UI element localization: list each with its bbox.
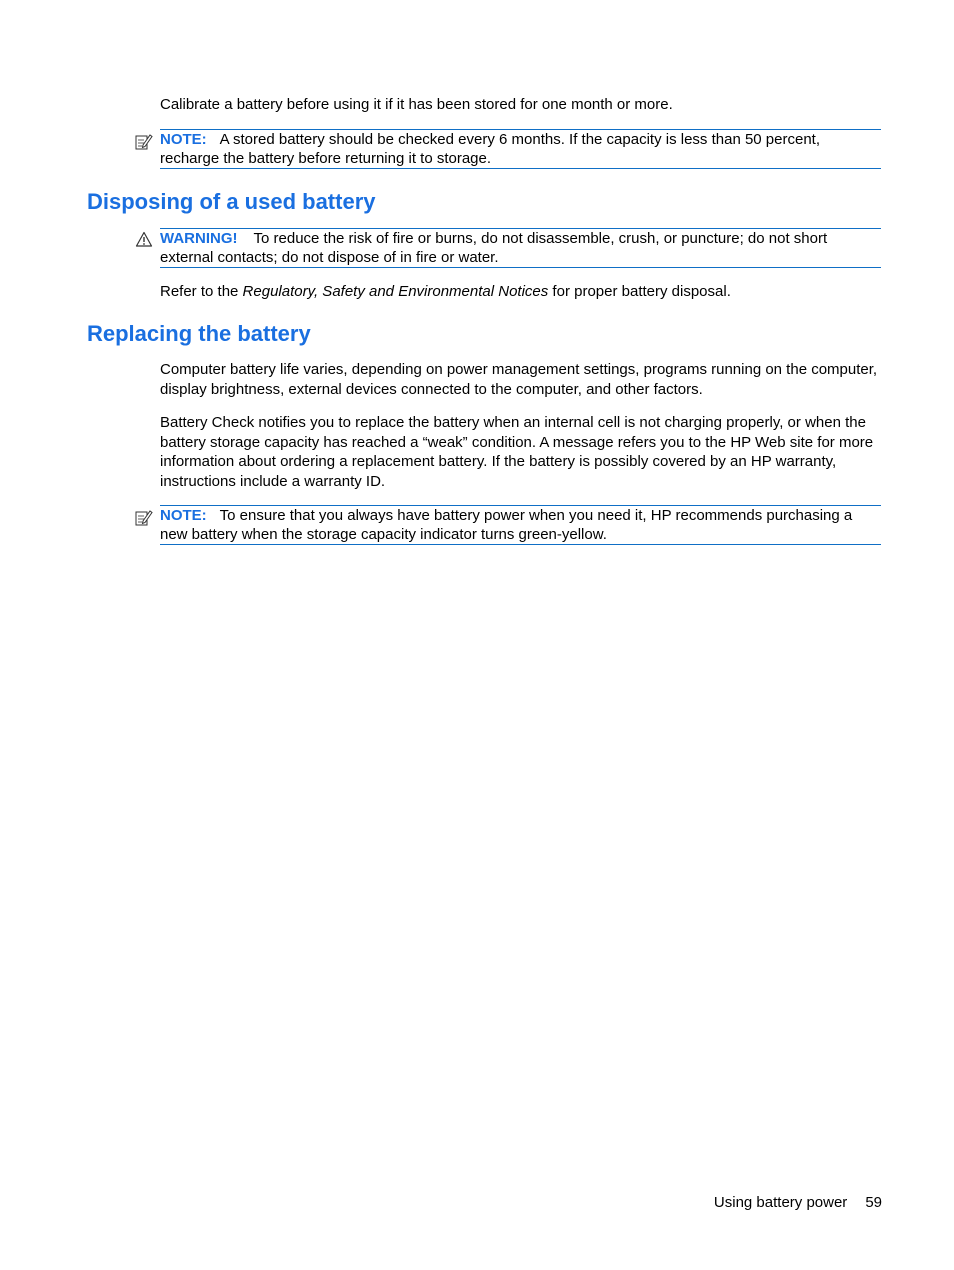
page-number: 59 bbox=[865, 1194, 882, 1211]
note-pencil-icon bbox=[135, 133, 153, 150]
note-box-storage bbox=[160, 129, 881, 169]
refer-document-title: Regulatory, Safety and Environmental Notices bbox=[242, 283, 549, 300]
page-footer bbox=[714, 1193, 882, 1212]
warning-label: WARNING! bbox=[160, 230, 238, 247]
warning-triangle-icon bbox=[135, 231, 153, 248]
calibrate-paragraph: Calibrate a battery before using it if it has been stored for one month or more. bbox=[160, 96, 673, 113]
note-box-replacement bbox=[160, 505, 881, 545]
refer-prefix: Refer to the bbox=[160, 283, 243, 300]
battery-check-paragraph: Battery Check notifies you to replace the battery when an internal cell is not charging properly, or when the battery storage capacity has reached a “weak” condition. A message refers you to the HP Web site for more information about ordering a replacement battery. If the battery is possibly covered by an HP warranty, instructions include a warranty ID. bbox=[160, 414, 874, 490]
note-text: To ensure that you always have battery power when you need it, HP recommends purchasing a new battery when the storage capacity indicator turns green-yellow. bbox=[160, 507, 853, 544]
battery-life-paragraph: Computer battery life varies, depending on power management settings, programs running on the computer, display brightness, external devices connected to the computer, and other factors. bbox=[160, 361, 878, 398]
warning-text: To reduce the risk of fire or burns, do not disassemble, crush, or puncture; do not short external contacts; do not dispose of in fire or water. bbox=[160, 230, 828, 267]
heading-disposing: Disposing of a used battery bbox=[87, 189, 376, 214]
note-pencil-icon bbox=[135, 509, 153, 526]
refer-paragraph bbox=[160, 282, 882, 302]
refer-suffix: for proper battery disposal. bbox=[548, 283, 731, 300]
note-text: A stored battery should be checked every 6 months. If the capacity is less than 50 percent, recharge the battery before returning it to storage. bbox=[160, 131, 821, 168]
note-label: NOTE: bbox=[160, 507, 207, 524]
note-label: NOTE: bbox=[160, 131, 207, 148]
warning-box bbox=[160, 228, 881, 268]
footer-section-title: Using battery power bbox=[713, 1194, 848, 1211]
heading-replacing: Replacing the battery bbox=[87, 321, 311, 346]
